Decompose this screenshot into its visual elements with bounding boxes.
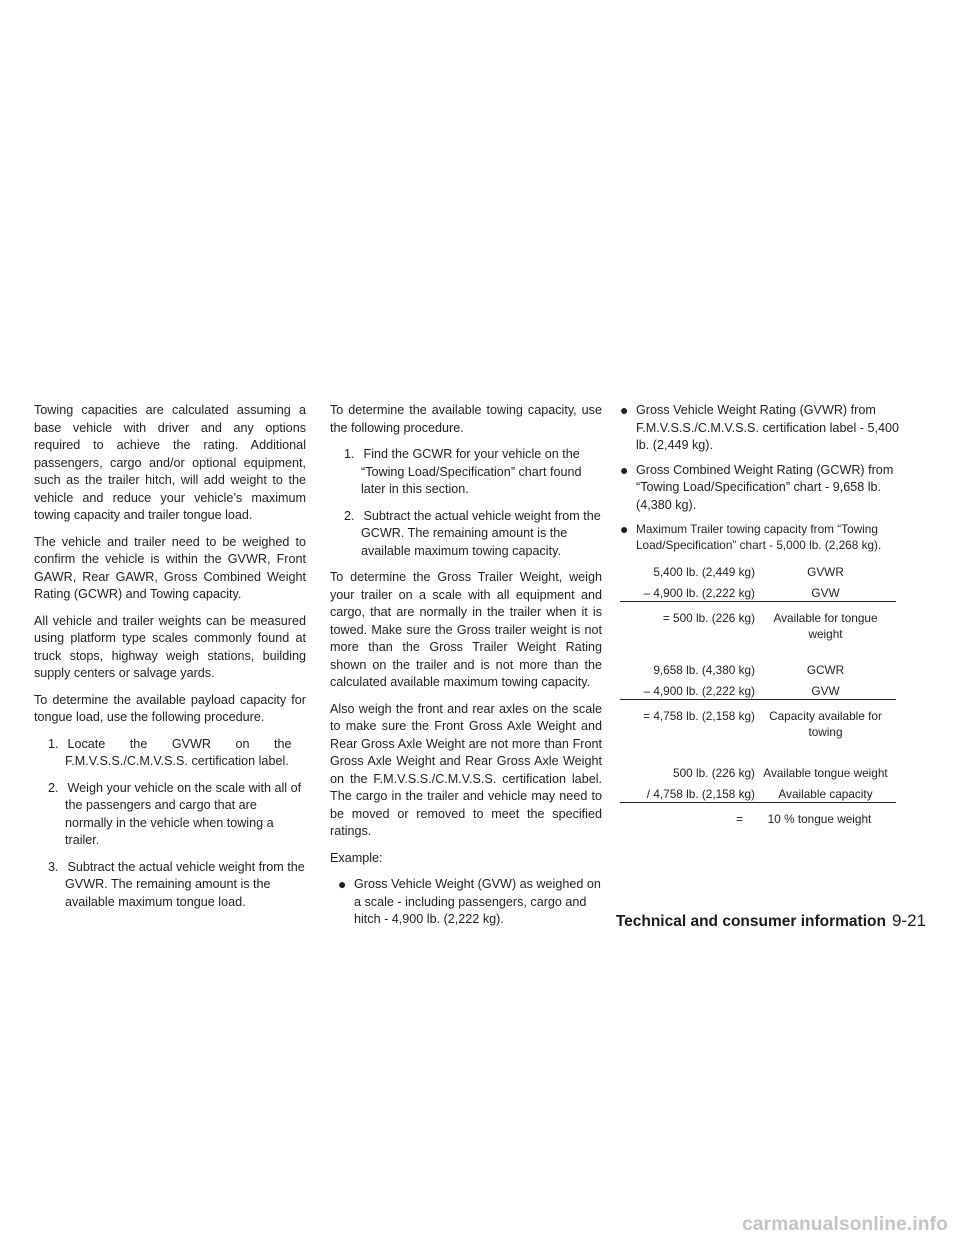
paragraph: All vehicle and trailer weights can be measured using platform type scales commonly found at truck stops, highway weigh stations, building supply centers or salvage yards. — [34, 613, 306, 680]
step-text: Subtract the actual vehicle weight from the — [67, 859, 305, 874]
calc-row — [620, 585, 896, 602]
example-label: Example: — [330, 850, 383, 865]
calc-value: 5,400 lb. (2,449 kg) — [653, 565, 755, 579]
bullet-icon: ● — [620, 402, 629, 418]
step-text: Locate the GVWR on the — [67, 736, 292, 751]
calc-label: GVW — [811, 586, 840, 600]
calc-label: Available for tongue weight — [773, 611, 878, 641]
section-title: Technical and consumer information — [615, 913, 886, 930]
paragraph: Towing capacities are calculated assuming a base vehicle with driver and any options required to achieve the rating. Additional passengers, cargo and/or optional equipment, such as the trailer hitch, will add weight to the vehicle and reduce your vehicle’s maximum towing capacity and trailer tongue load. — [34, 403, 306, 522]
calc-row — [620, 765, 896, 781]
step-text: Subtract the actual vehicle weight from the — [363, 508, 601, 523]
step-text-cont: GVWR. The remaining amount is the available maximum tongue load. — [65, 877, 271, 909]
watermark: carmanualsonline.info — [742, 1214, 948, 1235]
column-left — [34, 402, 306, 920]
bullet-icon: ● — [620, 521, 629, 537]
step-text: Find the GCWR for your vehicle on the — [363, 447, 580, 461]
bullet-text: Maximum Trailer towing capacity from “Towing Load/Specification” chart - 5,000 lb. (2,268 kg). — [636, 522, 882, 552]
calc-value: = 4,758 lb. (2,158 kg) — [643, 709, 755, 723]
bullet-text: Gross Vehicle Weight (GVW) as weighed on a scale - including passengers, cargo and hitch - 4,900 lb. (2,222 kg). — [354, 877, 601, 926]
bullet-text: Gross Combined Weight Rating (GCWR) from “Towing Load/Specification” chart - 9,658 lb. (4,380 kg). — [636, 462, 894, 512]
bullet-icon: ● — [620, 461, 629, 478]
calc-tongue-percentage — [620, 765, 896, 827]
calc-value: = — [736, 812, 743, 826]
paragraph: The vehicle and trailer need to be weighed to confirm the vehicle is within the GVWR, Front GAWR, Rear GAWR, Gross Combined Weight Rating (GCWR) and Towing capacity. — [34, 534, 306, 601]
calc-value: = 500 lb. (226 kg) — [662, 611, 755, 625]
calc-row — [620, 786, 896, 803]
calc-row — [620, 564, 896, 580]
calc-tongue-weight — [620, 564, 896, 642]
calc-value: – 4,900 lb. (2,222 kg) — [643, 586, 755, 600]
step-text-cont: GCWR. The remaining amount is the available maximum towing capacity. — [361, 526, 568, 558]
calc-value: 500 lb. (226 kg) — [673, 766, 755, 780]
step-number: 1. — [48, 736, 59, 751]
column-middle — [330, 402, 602, 936]
step-text-cont: the passengers and cargo that are normally in the vehicle when towing a trailer. — [65, 798, 274, 847]
step-text: Weigh your vehicle on the scale with all of — [67, 780, 302, 795]
paragraph: To determine the available payload capacity for tongue load, use the following procedure. — [34, 692, 306, 724]
example-bullet — [330, 876, 602, 929]
calc-label: Available tongue weight — [763, 766, 888, 780]
spec-bullet — [620, 462, 910, 515]
step-text-cont: “Towing Load/Specification” chart found later in this section. — [361, 464, 582, 496]
calc-value: / 4,758 lb. (2,158 kg) — [646, 787, 755, 801]
bullet-icon: ● — [338, 876, 347, 892]
calc-row — [620, 610, 896, 642]
calc-row — [620, 708, 896, 740]
calc-label: GVWR — [807, 565, 844, 579]
calc-label: GVW — [811, 684, 840, 698]
step-number: 1. — [344, 447, 355, 461]
column-right — [620, 402, 910, 560]
bullet-text: Gross Vehicle Weight Rating (GVWR) from F.M.V.S.S./C.M.V.S.S. certification label - 5,400 lb. (2,449 kg). — [636, 403, 899, 452]
spec-bullet — [620, 521, 910, 553]
spec-bullet — [620, 402, 910, 455]
calc-value: – 4,900 lb. (2,222 kg) — [643, 684, 755, 698]
calc-row — [620, 662, 896, 678]
procedure-step — [330, 508, 602, 561]
calc-row — [620, 683, 896, 700]
page-footer — [616, 911, 926, 931]
step-number: 2. — [48, 780, 59, 795]
calc-row — [620, 811, 896, 827]
step-number: 2. — [344, 508, 355, 523]
procedure-step — [34, 780, 306, 850]
calc-label: Available capacity — [778, 787, 873, 801]
calc-towing-capacity — [620, 662, 896, 740]
step-number: 3. — [48, 859, 59, 874]
calc-value: 9,658 lb. (4,380 kg) — [653, 663, 755, 677]
calc-label: 10 % tongue weight — [767, 812, 872, 826]
paragraph: To determine the available towing capacity, use the following procedure. — [330, 403, 602, 435]
calc-label: GCWR — [806, 663, 845, 677]
paragraph: Also weigh the front and rear axles on the scale to make sure the Front Gross Axle Weight and Rear Gross Axle Weight are not more than Front Gross Axle Weight and Rear Gross Axle Weight on the F.M.V.S.S./C.M.V.S.S. certification label. The cargo in the trailer and vehicle may need to be moved or removed to meet the specified ratings. — [330, 701, 602, 838]
procedure-step — [330, 446, 602, 499]
procedure-step — [34, 736, 306, 771]
paragraph: To determine the Gross Trailer Weight, weigh your trailer on a scale with all equipment and cargo, that are normally in the trailer when it is towed. Make sure the Gross trailer weight is not more than the Gross Trailer Weight Rating shown on the trailer and is not more than the calculated available maximum towing capacity. — [330, 570, 602, 689]
procedure-step — [34, 859, 306, 912]
step-text-cont: F.M.V.S.S./C.M.V.S.S. certification label. — [65, 754, 289, 768]
page-number: 9-21 — [891, 911, 926, 930]
calc-label: Capacity available for towing — [769, 709, 882, 739]
